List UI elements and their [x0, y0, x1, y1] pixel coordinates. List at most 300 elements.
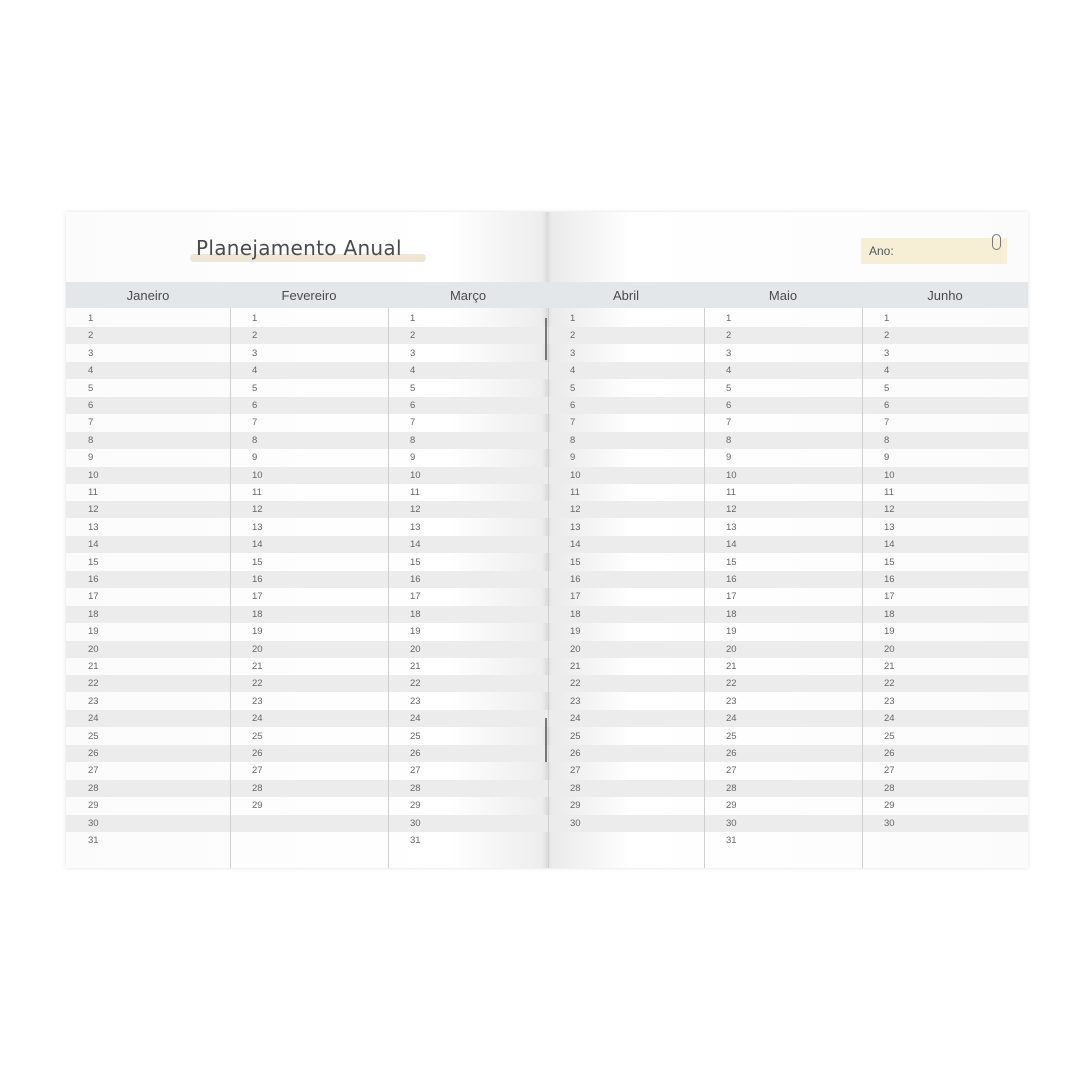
- day-row[interactable]: [230, 832, 388, 849]
- day-row[interactable]: [230, 501, 388, 518]
- day-number: 23: [570, 695, 581, 707]
- day-row[interactable]: [230, 519, 388, 536]
- day-row[interactable]: [548, 571, 704, 588]
- day-row[interactable]: [388, 501, 548, 518]
- day-number: 5: [884, 382, 890, 394]
- day-row[interactable]: [66, 380, 230, 397]
- day-row[interactable]: [704, 745, 862, 762]
- day-number: 13: [252, 521, 263, 533]
- day-row[interactable]: [66, 658, 230, 675]
- day-row[interactable]: [388, 554, 548, 571]
- day-row[interactable]: [66, 780, 230, 797]
- day-row[interactable]: [548, 728, 704, 745]
- day-number: 21: [726, 661, 737, 672]
- day-row[interactable]: [230, 310, 388, 327]
- day-row[interactable]: [704, 484, 862, 501]
- day-number: 6: [410, 400, 416, 411]
- day-row[interactable]: [548, 588, 704, 605]
- day-row[interactable]: [388, 815, 548, 832]
- day-number: 21: [410, 661, 421, 672]
- day-row[interactable]: [230, 588, 388, 605]
- day-row[interactable]: [230, 710, 388, 727]
- day-number: 15: [88, 556, 99, 568]
- day-number: 3: [570, 347, 576, 359]
- day-number: 11: [726, 487, 736, 498]
- day-row[interactable]: [548, 815, 704, 832]
- day-row[interactable]: [704, 397, 862, 414]
- month-name: Junho: [927, 288, 963, 303]
- day-number: 7: [252, 417, 258, 429]
- day-row[interactable]: [862, 345, 1028, 362]
- day-number: 16: [410, 574, 421, 585]
- day-number: 2: [884, 330, 890, 342]
- day-row[interactable]: [388, 606, 548, 623]
- day-number: 20: [570, 643, 581, 655]
- day-row[interactable]: [388, 710, 548, 727]
- day-row[interactable]: [230, 815, 388, 832]
- month-column: [66, 282, 230, 868]
- day-row[interactable]: [388, 519, 548, 536]
- day-row[interactable]: [230, 675, 388, 692]
- day-row[interactable]: [388, 327, 548, 344]
- day-row[interactable]: [230, 623, 388, 640]
- day-row[interactable]: [862, 484, 1028, 501]
- day-row[interactable]: [230, 484, 388, 501]
- day-number: 22: [410, 678, 421, 690]
- day-number: 15: [884, 556, 895, 568]
- day-number: 30: [88, 817, 99, 829]
- day-row[interactable]: [388, 832, 548, 849]
- day-row[interactable]: [548, 797, 704, 814]
- day-number: 18: [252, 608, 263, 620]
- day-row[interactable]: [66, 554, 230, 571]
- day-number: 16: [726, 574, 737, 585]
- day-row[interactable]: [388, 728, 548, 745]
- day-row[interactable]: [548, 397, 704, 414]
- day-row[interactable]: [862, 815, 1028, 832]
- day-row[interactable]: [704, 536, 862, 553]
- day-number: 14: [570, 539, 581, 551]
- day-row[interactable]: [548, 832, 704, 849]
- day-number: 22: [884, 678, 895, 690]
- day-number: 11: [884, 487, 894, 498]
- day-row[interactable]: [548, 693, 704, 710]
- day-row[interactable]: [862, 675, 1028, 692]
- day-number: 11: [88, 487, 98, 498]
- day-row[interactable]: [230, 641, 388, 658]
- day-row[interactable]: [230, 780, 388, 797]
- day-row[interactable]: [66, 710, 230, 727]
- day-number: 13: [88, 521, 99, 533]
- day-row[interactable]: [66, 693, 230, 710]
- day-number: 8: [410, 434, 416, 446]
- day-number: 19: [570, 626, 581, 638]
- day-number: 26: [88, 748, 99, 759]
- day-number: 20: [726, 643, 737, 655]
- day-number: 6: [726, 400, 732, 411]
- day-row[interactable]: [66, 501, 230, 518]
- day-row[interactable]: [862, 797, 1028, 814]
- day-number: 6: [252, 400, 258, 411]
- day-number: 18: [726, 608, 737, 620]
- day-row[interactable]: [66, 832, 230, 849]
- day-number: 26: [570, 748, 581, 759]
- day-number: 4: [410, 365, 416, 377]
- day-row[interactable]: [548, 467, 704, 484]
- day-row[interactable]: [548, 780, 704, 797]
- day-row[interactable]: [230, 571, 388, 588]
- day-row[interactable]: [66, 623, 230, 640]
- day-row[interactable]: [862, 728, 1028, 745]
- day-row[interactable]: [704, 554, 862, 571]
- day-row[interactable]: [230, 658, 388, 675]
- day-row[interactable]: [66, 484, 230, 501]
- day-row[interactable]: [704, 362, 862, 379]
- day-number: 12: [88, 504, 99, 516]
- day-row[interactable]: [66, 449, 230, 466]
- day-number: 10: [88, 469, 99, 481]
- day-row[interactable]: [230, 467, 388, 484]
- day-row[interactable]: [548, 345, 704, 362]
- day-number: 12: [410, 504, 421, 516]
- day-row[interactable]: [548, 762, 704, 779]
- day-row[interactable]: [388, 432, 548, 449]
- day-row[interactable]: [862, 571, 1028, 588]
- day-row[interactable]: [388, 536, 548, 553]
- day-row[interactable]: [704, 519, 862, 536]
- day-number: 22: [570, 678, 581, 690]
- day-row[interactable]: [862, 501, 1028, 518]
- day-number: 9: [884, 452, 890, 464]
- day-number: 27: [570, 765, 581, 777]
- day-row[interactable]: [388, 345, 548, 362]
- day-row[interactable]: [548, 501, 704, 518]
- day-row[interactable]: [704, 815, 862, 832]
- day-number: 26: [252, 748, 263, 759]
- day-row[interactable]: [230, 449, 388, 466]
- day-number: 1: [726, 313, 732, 324]
- day-row[interactable]: [548, 484, 704, 501]
- column-divider: [862, 308, 863, 868]
- day-row[interactable]: [862, 745, 1028, 762]
- day-row[interactable]: [862, 380, 1028, 397]
- day-row[interactable]: [388, 762, 548, 779]
- day-number: 8: [252, 434, 258, 446]
- day-row[interactable]: [704, 327, 862, 344]
- column-divider: [548, 308, 549, 868]
- day-row[interactable]: [230, 745, 388, 762]
- month-name: Maio: [768, 288, 798, 303]
- day-row[interactable]: [862, 397, 1028, 414]
- day-number: 8: [570, 434, 576, 446]
- day-row[interactable]: [862, 467, 1028, 484]
- day-row[interactable]: [548, 327, 704, 344]
- day-row[interactable]: [66, 815, 230, 832]
- day-row[interactable]: [548, 675, 704, 692]
- day-row[interactable]: [704, 762, 862, 779]
- column-divider: [388, 308, 389, 868]
- day-row[interactable]: [66, 536, 230, 553]
- day-number: 16: [884, 574, 895, 585]
- day-row[interactable]: [862, 536, 1028, 553]
- day-row[interactable]: [704, 345, 862, 362]
- day-row[interactable]: [548, 536, 704, 553]
- day-number: 10: [410, 469, 421, 481]
- day-row[interactable]: [66, 797, 230, 814]
- day-row[interactable]: [388, 675, 548, 692]
- day-row[interactable]: [230, 397, 388, 414]
- day-number: 19: [410, 626, 421, 638]
- day-row[interactable]: [862, 432, 1028, 449]
- day-number: 11: [252, 487, 262, 498]
- day-number: 3: [726, 347, 732, 359]
- day-row[interactable]: [704, 449, 862, 466]
- day-number: 28: [252, 782, 263, 794]
- day-number: 4: [884, 365, 890, 377]
- day-row[interactable]: [388, 780, 548, 797]
- day-row[interactable]: [230, 432, 388, 449]
- day-row[interactable]: [66, 397, 230, 414]
- day-row[interactable]: [704, 414, 862, 431]
- day-row[interactable]: [66, 762, 230, 779]
- day-row[interactable]: [230, 362, 388, 379]
- day-row[interactable]: [704, 728, 862, 745]
- day-row[interactable]: [548, 432, 704, 449]
- day-number: 19: [88, 626, 99, 638]
- day-row[interactable]: [862, 449, 1028, 466]
- day-row[interactable]: [704, 780, 862, 797]
- day-number: 16: [252, 574, 263, 585]
- day-row[interactable]: [704, 380, 862, 397]
- day-number: 2: [570, 330, 576, 342]
- day-row[interactable]: [548, 519, 704, 536]
- day-row[interactable]: [862, 658, 1028, 675]
- day-number: 3: [252, 347, 258, 359]
- day-number: 7: [88, 417, 94, 429]
- day-row[interactable]: [388, 797, 548, 814]
- day-row[interactable]: [388, 484, 548, 501]
- day-row[interactable]: [704, 310, 862, 327]
- day-number: 26: [884, 748, 895, 759]
- day-row[interactable]: [388, 571, 548, 588]
- month-name: Fevereiro: [281, 288, 337, 303]
- day-number: 22: [88, 678, 99, 690]
- day-row[interactable]: [704, 693, 862, 710]
- day-row[interactable]: [704, 832, 862, 849]
- day-row[interactable]: [548, 641, 704, 658]
- day-row[interactable]: [66, 571, 230, 588]
- day-number: 13: [726, 521, 737, 533]
- day-row[interactable]: [388, 641, 548, 658]
- day-number: 28: [88, 782, 99, 794]
- day-number: 5: [88, 382, 94, 394]
- day-row[interactable]: [66, 345, 230, 362]
- day-row[interactable]: [66, 362, 230, 379]
- day-number: 8: [884, 434, 890, 446]
- day-row[interactable]: [862, 310, 1028, 327]
- day-row[interactable]: [66, 519, 230, 536]
- day-row[interactable]: [704, 710, 862, 727]
- day-row[interactable]: [388, 467, 548, 484]
- day-number: 17: [884, 591, 895, 603]
- day-row[interactable]: [862, 710, 1028, 727]
- day-row[interactable]: [548, 310, 704, 327]
- day-number: 2: [252, 330, 258, 342]
- day-row[interactable]: [862, 327, 1028, 344]
- day-number: 28: [570, 782, 581, 794]
- day-number: 18: [410, 608, 421, 620]
- day-number: 14: [410, 539, 421, 551]
- day-number: 29: [726, 800, 737, 812]
- day-number: 3: [88, 347, 94, 359]
- day-row[interactable]: [388, 380, 548, 397]
- month-column: [230, 282, 388, 868]
- day-row[interactable]: [704, 606, 862, 623]
- day-row[interactable]: [548, 623, 704, 640]
- day-number: 11: [410, 487, 420, 498]
- day-row[interactable]: [230, 554, 388, 571]
- day-number: 29: [570, 800, 581, 812]
- day-row[interactable]: [66, 745, 230, 762]
- day-row[interactable]: [230, 414, 388, 431]
- day-row[interactable]: [388, 588, 548, 605]
- day-number: 23: [88, 695, 99, 707]
- day-number: 24: [252, 713, 263, 725]
- day-row[interactable]: [862, 693, 1028, 710]
- day-row[interactable]: [388, 362, 548, 379]
- day-row[interactable]: [388, 414, 548, 431]
- day-number: 5: [570, 382, 576, 394]
- day-row[interactable]: [548, 745, 704, 762]
- day-row[interactable]: [230, 536, 388, 553]
- day-row[interactable]: [704, 658, 862, 675]
- day-number: 7: [726, 417, 732, 429]
- day-row[interactable]: [230, 762, 388, 779]
- day-row[interactable]: [66, 327, 230, 344]
- day-row[interactable]: [862, 762, 1028, 779]
- day-row[interactable]: [704, 675, 862, 692]
- day-row[interactable]: [66, 310, 230, 327]
- day-number: 28: [726, 782, 737, 794]
- day-number: 1: [252, 313, 258, 324]
- year-field[interactable]: [861, 238, 1007, 264]
- day-number: 21: [252, 661, 263, 672]
- day-row[interactable]: [704, 571, 862, 588]
- day-row[interactable]: [548, 362, 704, 379]
- day-number: 21: [88, 661, 99, 672]
- day-row[interactable]: [862, 780, 1028, 797]
- day-number: 12: [726, 504, 737, 516]
- day-row[interactable]: [230, 327, 388, 344]
- day-number: 21: [884, 661, 895, 672]
- day-row[interactable]: [862, 588, 1028, 605]
- day-number: 14: [88, 539, 99, 551]
- day-number: 15: [726, 556, 737, 568]
- day-number: 12: [884, 504, 895, 516]
- day-row[interactable]: [66, 641, 230, 658]
- day-row[interactable]: [388, 310, 548, 327]
- day-row[interactable]: [704, 588, 862, 605]
- day-row[interactable]: [66, 432, 230, 449]
- day-row[interactable]: [862, 606, 1028, 623]
- day-row[interactable]: [862, 832, 1028, 849]
- day-row[interactable]: [704, 432, 862, 449]
- day-row[interactable]: [388, 658, 548, 675]
- day-number: 27: [884, 765, 895, 777]
- day-row[interactable]: [388, 397, 548, 414]
- day-number: 2: [726, 330, 732, 342]
- day-row[interactable]: [548, 414, 704, 431]
- day-row[interactable]: [230, 693, 388, 710]
- day-row[interactable]: [704, 641, 862, 658]
- day-row[interactable]: [548, 554, 704, 571]
- day-number: 7: [884, 417, 890, 429]
- day-number: 7: [410, 417, 416, 429]
- day-number: 17: [252, 591, 263, 603]
- day-number: 24: [570, 713, 581, 725]
- day-number: 28: [410, 782, 421, 794]
- day-row[interactable]: [704, 467, 862, 484]
- day-row[interactable]: [704, 623, 862, 640]
- day-row[interactable]: [704, 501, 862, 518]
- day-row[interactable]: [388, 623, 548, 640]
- day-row[interactable]: [66, 675, 230, 692]
- day-row[interactable]: [230, 345, 388, 362]
- day-row[interactable]: [862, 414, 1028, 431]
- day-number: 8: [88, 434, 94, 446]
- day-row[interactable]: [862, 554, 1028, 571]
- month-name: Abril: [612, 288, 639, 303]
- day-row[interactable]: [66, 728, 230, 745]
- day-number: 20: [410, 643, 421, 655]
- day-row[interactable]: [230, 728, 388, 745]
- day-row[interactable]: [548, 449, 704, 466]
- day-row[interactable]: [66, 588, 230, 605]
- day-row[interactable]: [862, 641, 1028, 658]
- day-row[interactable]: [548, 658, 704, 675]
- day-row[interactable]: [230, 797, 388, 814]
- day-number: 28: [884, 782, 895, 794]
- day-row[interactable]: [862, 623, 1028, 640]
- day-number: 25: [726, 730, 737, 742]
- day-number: 23: [410, 695, 421, 707]
- day-number: 26: [726, 748, 737, 759]
- day-number: 15: [570, 556, 581, 568]
- day-row[interactable]: [66, 414, 230, 431]
- day-row[interactable]: [388, 745, 548, 762]
- day-row[interactable]: [548, 606, 704, 623]
- day-row[interactable]: [66, 467, 230, 484]
- month-name: Janeiro: [126, 288, 170, 303]
- day-row[interactable]: [862, 362, 1028, 379]
- day-row[interactable]: [548, 710, 704, 727]
- day-number: 10: [570, 469, 581, 481]
- day-row[interactable]: [388, 693, 548, 710]
- day-row[interactable]: [230, 606, 388, 623]
- day-row[interactable]: [704, 797, 862, 814]
- day-row[interactable]: [230, 380, 388, 397]
- day-row[interactable]: [862, 519, 1028, 536]
- day-number: 17: [570, 591, 581, 603]
- day-row[interactable]: [388, 449, 548, 466]
- day-row[interactable]: [548, 380, 704, 397]
- day-number: 25: [410, 730, 421, 742]
- day-number: 17: [88, 591, 99, 603]
- day-number: 20: [252, 643, 263, 655]
- day-number: 31: [88, 835, 99, 846]
- day-row[interactable]: [66, 606, 230, 623]
- day-number: 13: [410, 521, 421, 533]
